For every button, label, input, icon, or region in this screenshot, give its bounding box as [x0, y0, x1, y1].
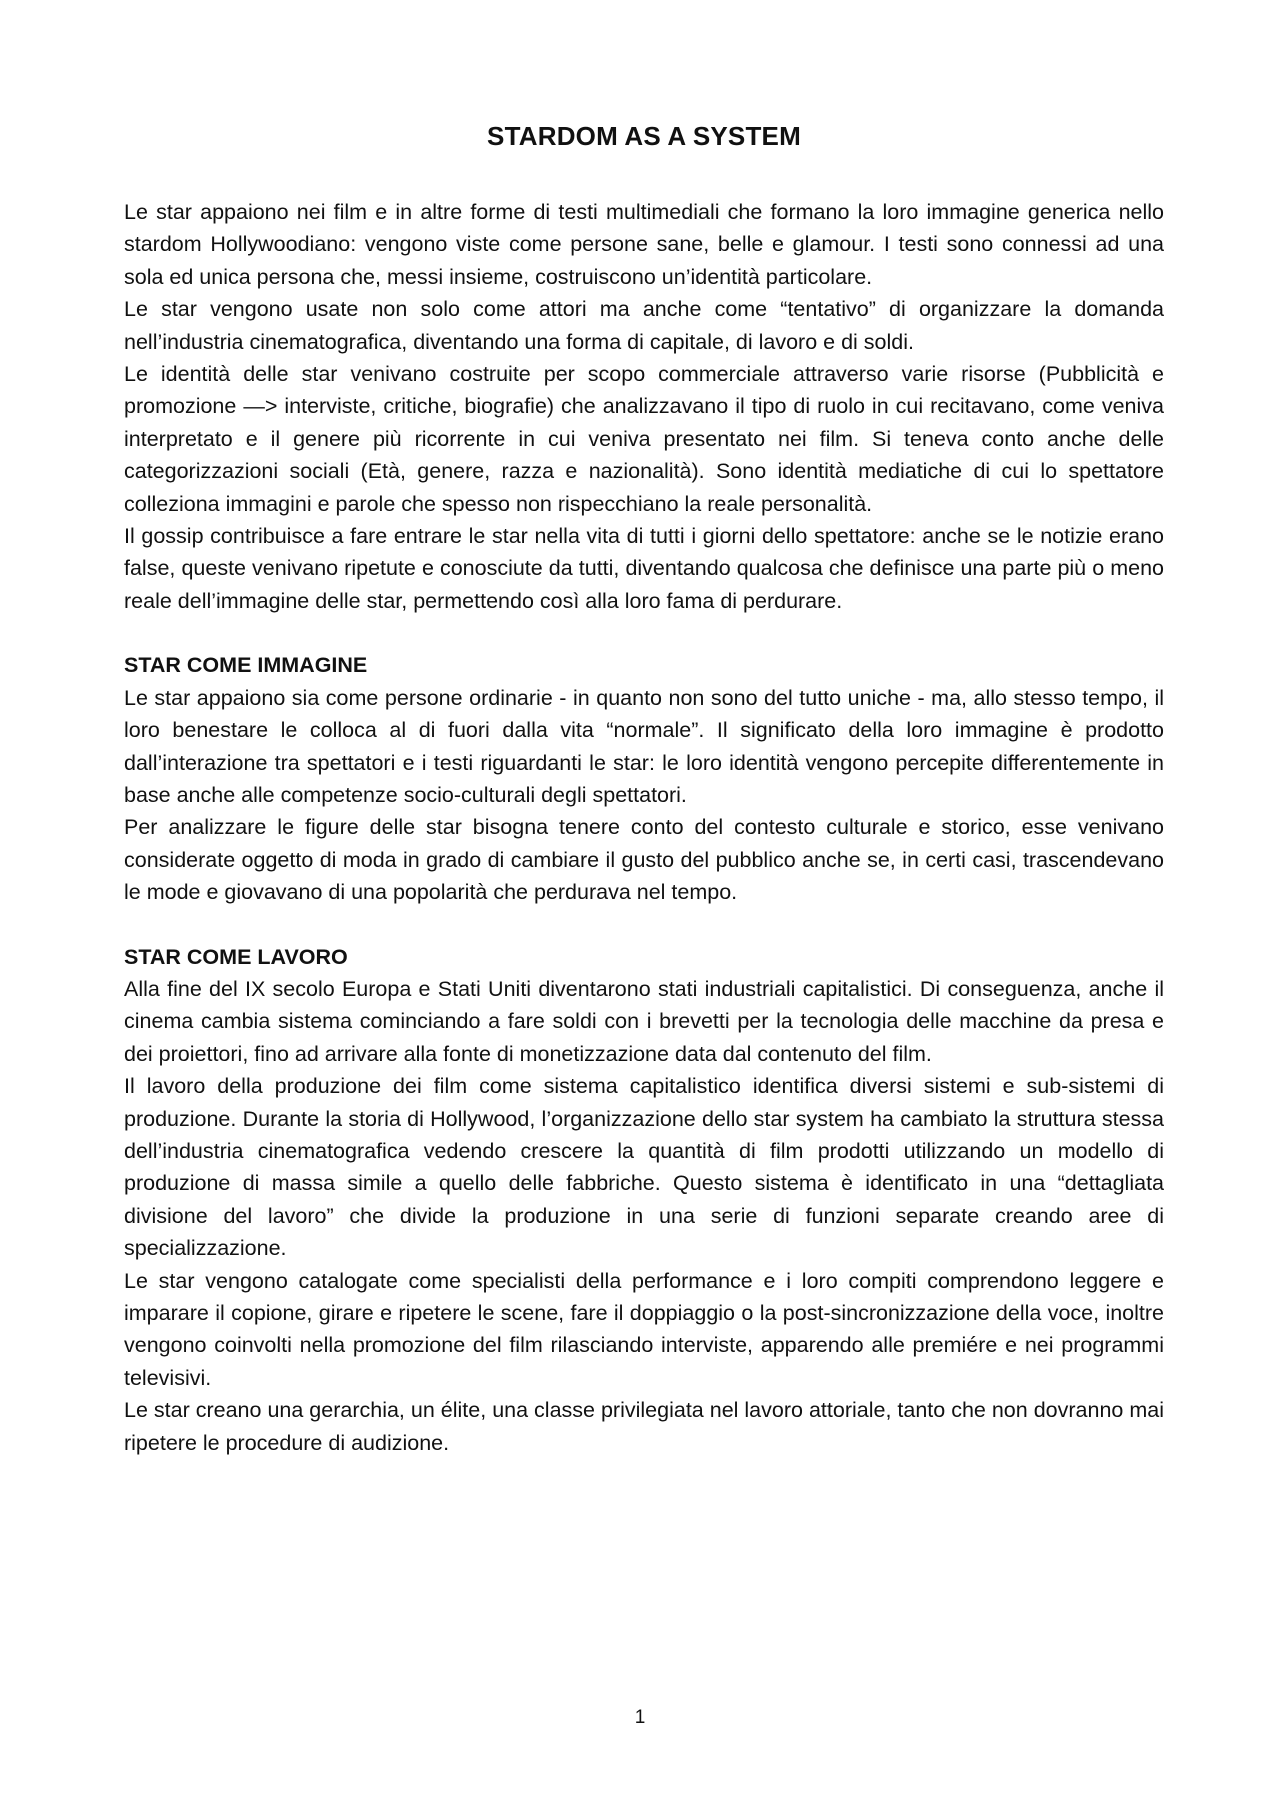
- intro-paragraph: Le star vengono usate non solo come attori ma anche come “tentativo” di organizzare la domanda nell’industria cinematografica, diventando una forma di capitale, di lavoro e di soldi.: [124, 297, 1164, 354]
- intro-paragraph: Il gossip contribuisce a fare entrare le star nella vita di tutti i giorni dello spettatore: anche se le notizie erano false, queste venivano ripetute e conosciute da tutti, diventando qualcosa che definisce una parte più o meno reale dell’immagine delle star, permettendo così alla loro fama di perdurare.: [124, 524, 1164, 613]
- section-paragraph: Il lavoro della produzione dei film come sistema capitalistico identifica diversi sistemi e sub-sistemi di produzione. Durante la storia di Hollywood, l’organizzazione dello star system ha cambiato la struttura stessa dell’industria cinematografica vedendo crescere la quantità di film prodotti utilizzando un modello di produzione di massa simile a quello delle fabbriche. Questo sistema è identificato in una “dettagliata divisione del lavoro” che divide la produzione in una serie di funzioni separate creando aree di specializzazione.: [124, 1074, 1164, 1261]
- document-body: [124, 118, 1164, 1459]
- section-paragraph: Le star creano una gerarchia, un élite, una classe privilegiata nel lavoro attoriale, tanto che non dovranno mai ripetere le procedure di audizione.: [124, 1398, 1164, 1455]
- section-paragraph: Le star appaiono sia come persone ordinarie - in quanto non sono del tutto uniche - ma, allo stesso tempo, il loro benestare le colloca al di fuori dalla vita “normale”. Il significato della loro immagine è prodotto dall’interazione tra spettatori e i testi riguardanti le star: le loro identità vengono percepite differentemente in base anche alle competenze socio-culturali degli spettatori.: [124, 685, 1164, 807]
- section-paragraph: Alla fine del IX secolo Europa e Stati Uniti diventarono stati industriali capitalistici. Di conseguenza, anche il cinema cambia sistema cominciando a fare soldi con i brevetti per la tecnologia delle macchine da presa e dei proiettori, fino ad arrivare alla fonte di monetizzazione data dal contenuto del film.: [124, 976, 1164, 1066]
- document-title: STARDOM AS A SYSTEM: [487, 121, 801, 151]
- intro-paragraph: Le star appaiono nei film e in altre forme di testi multimediali che formano la loro immagine generica nello stardom Hollywoodiano: vengono viste come persone sane, belle e glamour. I testi sono connessi ad una sola ed unica persona che, messi insieme, costruiscono un’identità particolare.: [124, 200, 1164, 289]
- page-number: 1: [634, 1707, 646, 1728]
- intro-paragraph: Le identità delle star venivano costruite per scopo commerciale attraverso varie risorse (Pubblicità e promozione —> interviste, critiche, biografie) che analizzavano il tipo di ruolo in cui recitavano, come veniva interpretato e il genere più ricorrente in cui veniva presentato nei film. Si teneva conto anche delle categorizzazioni sociali (Età, genere, razza e nazionalità). Sono identità mediatiche di cui lo spettatore colleziona immagini e parole che spesso non rispecchiano la reale personalità.: [124, 362, 1164, 516]
- section-paragraph: Le star vengono catalogate come specialisti della performance e i loro compiti comprendono leggere e imparare il copione, girare e ripetere le scene, fare il doppiaggio o la post-sincronizzazione della voce, inoltre vengono coinvolti nella promozione del film rilasciando interviste, apparendo alle premiére e nei programmi televisivi.: [124, 1268, 1164, 1390]
- section-paragraph: Per analizzare le figure delle star bisogna tenere conto del contesto culturale e storico, esse venivano considerate oggetto di moda in grado di cambiare il gusto del pubblico anche se, in certi casi, trascendevano le mode e giovavano di una popolarità che perdurava nel tempo.: [124, 815, 1164, 905]
- section-heading-star-come-immagine: STAR COME IMMAGINE: [124, 653, 368, 678]
- section-heading-star-come-lavoro: STAR COME LAVORO: [124, 944, 348, 969]
